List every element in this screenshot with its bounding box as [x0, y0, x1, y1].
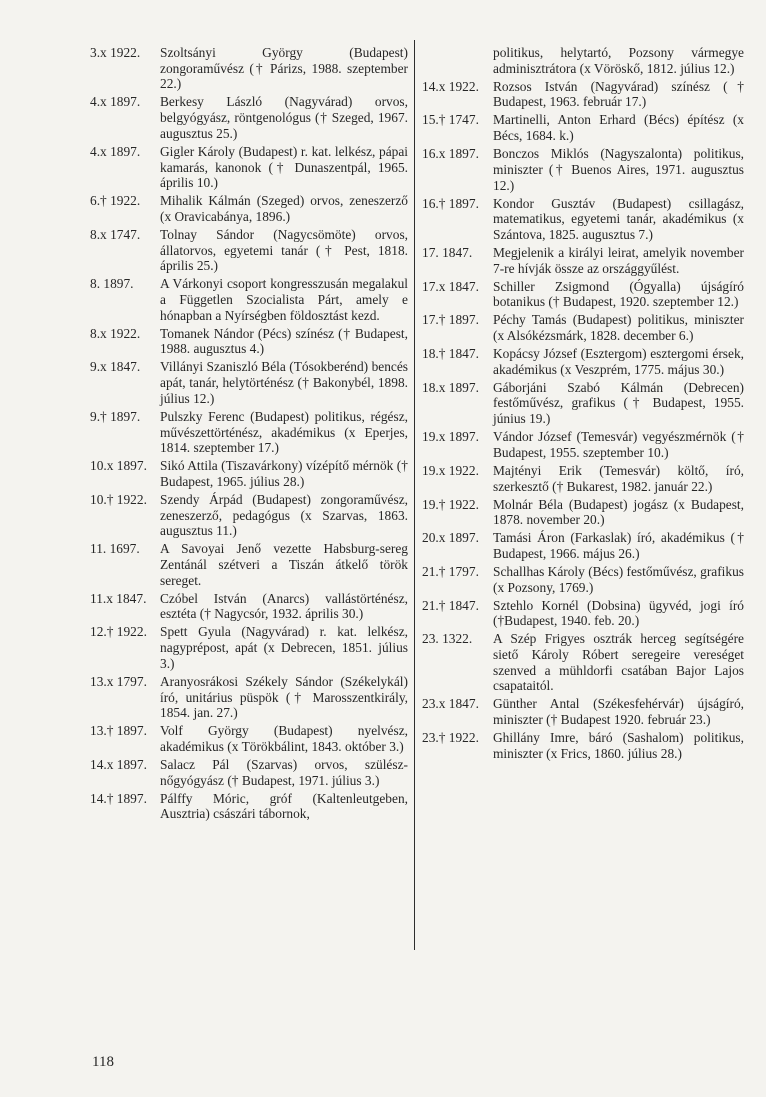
entry-date: 23. 1322. [422, 631, 473, 647]
entry-date: 9.x 1847. [90, 359, 141, 375]
chronology-entry [422, 429, 744, 460]
entry-date: 11. 1697. [90, 541, 140, 557]
entry-text: Gigler Károly (Budapest) r. kat. lelkész, pápai kamarás, kanonok († Dunaszentpál, 1965. április 10.) [160, 143, 408, 191]
entry-text: Rozsos István (Nagyvárad) színész († Budapest, 1963. február 17.) [493, 78, 744, 110]
entry-text: Molnár Béla (Budapest) jogász (x Budapest, 1878. november 20.) [493, 496, 744, 528]
chronology-entry [90, 674, 408, 721]
entry-date: 4.x 1897. [90, 94, 141, 110]
entry-date [422, 45, 493, 76]
entry-text: Tolnay Sándor (Nagycsömöte) orvos, állatorvos, egyetemi tanár († Pest, 1818. április 25.) [160, 226, 408, 274]
entry-date: 12.† 1922. [90, 624, 147, 640]
chronology-entry [422, 564, 744, 595]
entry-text: Pálffy Móric, gróf (Kaltenleutgeben, Ausztria) császári tábornok, [160, 790, 408, 822]
column-divider [414, 40, 415, 950]
entry-date: 23.† 1922. [422, 730, 479, 746]
entry-text: Ghillány Imre, báró (Sashalom) politikus, miniszter (x Frics, 1860. július 28.) [493, 730, 744, 761]
entry-text: Salacz Pál (Szarvas) orvos, szülész-nőgyógyász († Budapest, 1971. július 3.) [160, 756, 408, 788]
chronology-entry [422, 112, 744, 143]
chronology-entry [422, 380, 744, 427]
entry-date: 16.† 1897. [422, 195, 479, 211]
chronology-entry [90, 624, 408, 671]
entry-text: Szoltsányi György (Budapest) zongoraművész († Párizs, 1988. szeptember 22.) [160, 45, 408, 92]
chronology-entry [422, 45, 744, 76]
chronology-entry [90, 757, 408, 788]
entry-date: 21.† 1797. [422, 563, 479, 579]
entry-text: Megjelenik a királyi leirat, amelyik november 7-re hívják össze az országgyűlést. [493, 244, 744, 276]
entry-date: 10.† 1922. [90, 491, 147, 507]
entry-text: Schallhas Károly (Bécs) festőművész, grafikus (x Pozsony, 1769.) [493, 563, 745, 595]
entry-text: Sikó Attila (Tiszavárkony) vízépítő mérnök († Budapest, 1965. július 28.) [160, 458, 408, 489]
chronology-entry [90, 227, 408, 274]
entry-date: 19.† 1922. [422, 496, 479, 512]
chronology-entry [422, 463, 744, 494]
chronology-entry [90, 326, 408, 357]
chronology-entry [90, 94, 408, 141]
entry-text: Volf György (Budapest) nyelvész, akadémikus (x Törökbálint, 1843. október 3.) [160, 723, 408, 754]
chronology-entry [422, 631, 744, 694]
entry-date: 9.† 1897. [90, 408, 141, 424]
chronology-entry [90, 409, 408, 456]
entry-text: Sztehlo Kornél (Dobsina) ügyvéd, jogi író (†Budapest, 1940. feb. 20.) [493, 597, 744, 629]
chronology-entry [90, 723, 408, 754]
entry-date: 19.x 1922. [422, 462, 479, 478]
chronology-entry [422, 598, 744, 629]
entry-date: 16.x 1897. [422, 146, 479, 162]
entry-date: 11.x 1847. [90, 590, 147, 606]
chronology-entry [90, 791, 408, 822]
chronology-entry [422, 530, 744, 561]
entry-text: Kondor Gusztáv (Budapest) csillagász, matematikus, egyetemi tanár, akadémikus (x Szántova, 1825. augusztus 7.) [493, 195, 744, 242]
entry-text: Péchy Tamás (Budapest) politikus, miniszter (x Alsókézsmárk, 1828. december 6.) [493, 312, 744, 344]
entry-text: A Szép Frigyes osztrák herceg segítségére siető Károly Róbert seregeire vereséget szenved a mühldorfi csatában Bajor Lajos csapataitól. [493, 631, 744, 694]
entry-date: 19.x 1897. [422, 429, 479, 445]
entry-date: 18.† 1847. [422, 346, 479, 362]
entry-date: 17.† 1897. [422, 312, 479, 328]
chronology-entry [422, 346, 744, 377]
entry-text: Vándor József (Temesvár) vegyészmérnök († Budapest, 1955. szeptember 10.) [493, 429, 744, 460]
entry-text: Tamási Áron (Farkaslak) író, akadémikus († Budapest, 1966. május 26.) [493, 530, 744, 561]
entry-text: Spett Gyula (Nagyvárad) r. kat. lelkész, nagyprépost, apát (x Debrecen, 1851. július 3.) [160, 624, 408, 671]
entry-date: 20.x 1897. [422, 530, 479, 546]
left-column [90, 45, 408, 824]
entry-text: Gáborjáni Szabó Kálmán (Debrecen) festőművész, grafikus († Budapest, 1955. június 19.) [493, 379, 744, 427]
entry-date: 10.x 1897. [90, 458, 147, 474]
entry-text: Günther Antal (Székesfehérvár) újságíró, miniszter († Budapest 1920. február 23.) [493, 696, 744, 728]
chronology-entry [90, 541, 408, 588]
chronology-entry [90, 276, 408, 323]
chronology-entry [422, 196, 744, 243]
entry-date: 4.x 1897. [90, 143, 141, 159]
entry-date: 17.x 1847. [422, 278, 479, 294]
entry-date: 8.x 1922. [90, 325, 141, 341]
entry-date: 15.† 1747. [422, 112, 479, 128]
chronology-entry [90, 359, 408, 406]
entry-date: 21.† 1847. [422, 597, 479, 613]
chronology-entry [90, 492, 408, 539]
page-number: 118 [92, 1054, 114, 1070]
chronology-entry [422, 146, 744, 193]
entry-text: Villányi Szaniszló Béla (Tósokberénd) bencés apát, tanár, helytörténész († Bakonybél, 1898. július 12.) [160, 359, 408, 406]
entry-text: Schiller Zsigmond (Ógyalla) újságíró botanikus († Budapest, 1920. szeptember 12.) [493, 278, 744, 310]
entry-date: 13.† 1897. [90, 723, 147, 739]
entry-text: politikus, helytartó, Pozsony vármegye adminisztrátora (x Vöröskő, 1812. július 12.) [493, 45, 744, 76]
entry-date: 14.x 1897. [90, 756, 147, 772]
entry-date: 8. 1897. [90, 276, 134, 292]
chronology-entry [422, 279, 744, 310]
entry-text: Bonczos Miklós (Nagyszalonta) politikus, miniszter († Buenos Aires, 1971. augusztus 12.) [493, 146, 744, 193]
entry-date: 18.x 1897. [422, 379, 479, 395]
entry-date: 13.x 1797. [90, 673, 147, 689]
entry-text: Majtényi Erik (Temesvár) költő, író, szerkesztő († Bukarest, 1982. január 22.) [493, 462, 744, 494]
entry-text: Czóbel István (Anarcs) vallástörténész, esztéta († Nagycsór, 1932. április 30.) [160, 590, 408, 622]
chronology-entry [422, 312, 744, 343]
entry-date: 8.x 1747. [90, 226, 141, 242]
chronology-entry [422, 497, 744, 528]
right-column [422, 45, 744, 764]
chronology-entry [90, 144, 408, 191]
entry-date: 3.x 1922. [90, 45, 141, 60]
entry-text: Pulszky Ferenc (Budapest) politikus, régész, művészettörténész, akadémikus (x Eperjes, 1814. szeptember 17.) [160, 408, 408, 456]
entry-date: 23.x 1847. [422, 696, 479, 712]
entry-date: 6.† 1922. [90, 193, 141, 209]
chronology-entry [422, 79, 744, 110]
entry-date: 17. 1847. [422, 244, 473, 260]
entry-text: Tomanek Nándor (Pécs) színész († Budapest, 1988. augusztus 4.) [160, 325, 408, 357]
entry-text: Aranyosrákosi Székely Sándor (Székelykál) író, unitárius püspök († Marosszentkirály, 1854. jan. 27.) [160, 673, 408, 721]
entry-date: 14.x 1922. [422, 78, 479, 94]
chronology-entry [422, 696, 744, 727]
chronology-entry [422, 730, 744, 761]
entry-text: Martinelli, Anton Erhard (Bécs) építész (x Bécs, 1684. k.) [493, 112, 744, 144]
chronology-entry [422, 245, 744, 276]
entry-date: 14.† 1897. [90, 790, 147, 806]
entry-text: Mihalik Kálmán (Szeged) orvos, zeneszerző (x Oravicabánya, 1896.) [160, 193, 408, 224]
entry-text: A Savoyai Jenő vezette Habsburg-sereg Zentánál szétveri a Tiszán átkelő török sereget. [160, 541, 408, 588]
entry-text: Szendy Árpád (Budapest) zongoraművész, zeneszerző, pedagógus (x Szarvas, 1863. augusztus 11.) [160, 491, 408, 539]
entry-text: A Várkonyi csoport kongresszusán megalakul a Független Szocialista Párt, amely e hónapban a Nyírségben földosztást kezd. [160, 276, 408, 323]
entry-text: Berkesy László (Nagyvárad) orvos, belgyógyász, röntgenológus († Szeged, 1967. augusztus 25.) [160, 94, 408, 141]
chronology-entry [90, 193, 408, 224]
chronology-entry [90, 591, 408, 622]
chronology-entry [90, 458, 408, 489]
chronology-entry [90, 45, 408, 92]
entry-text: Kopácsy József (Esztergom) esztergomi érsek, akadémikus (x Veszprém, 1775. május 30.) [493, 346, 744, 377]
